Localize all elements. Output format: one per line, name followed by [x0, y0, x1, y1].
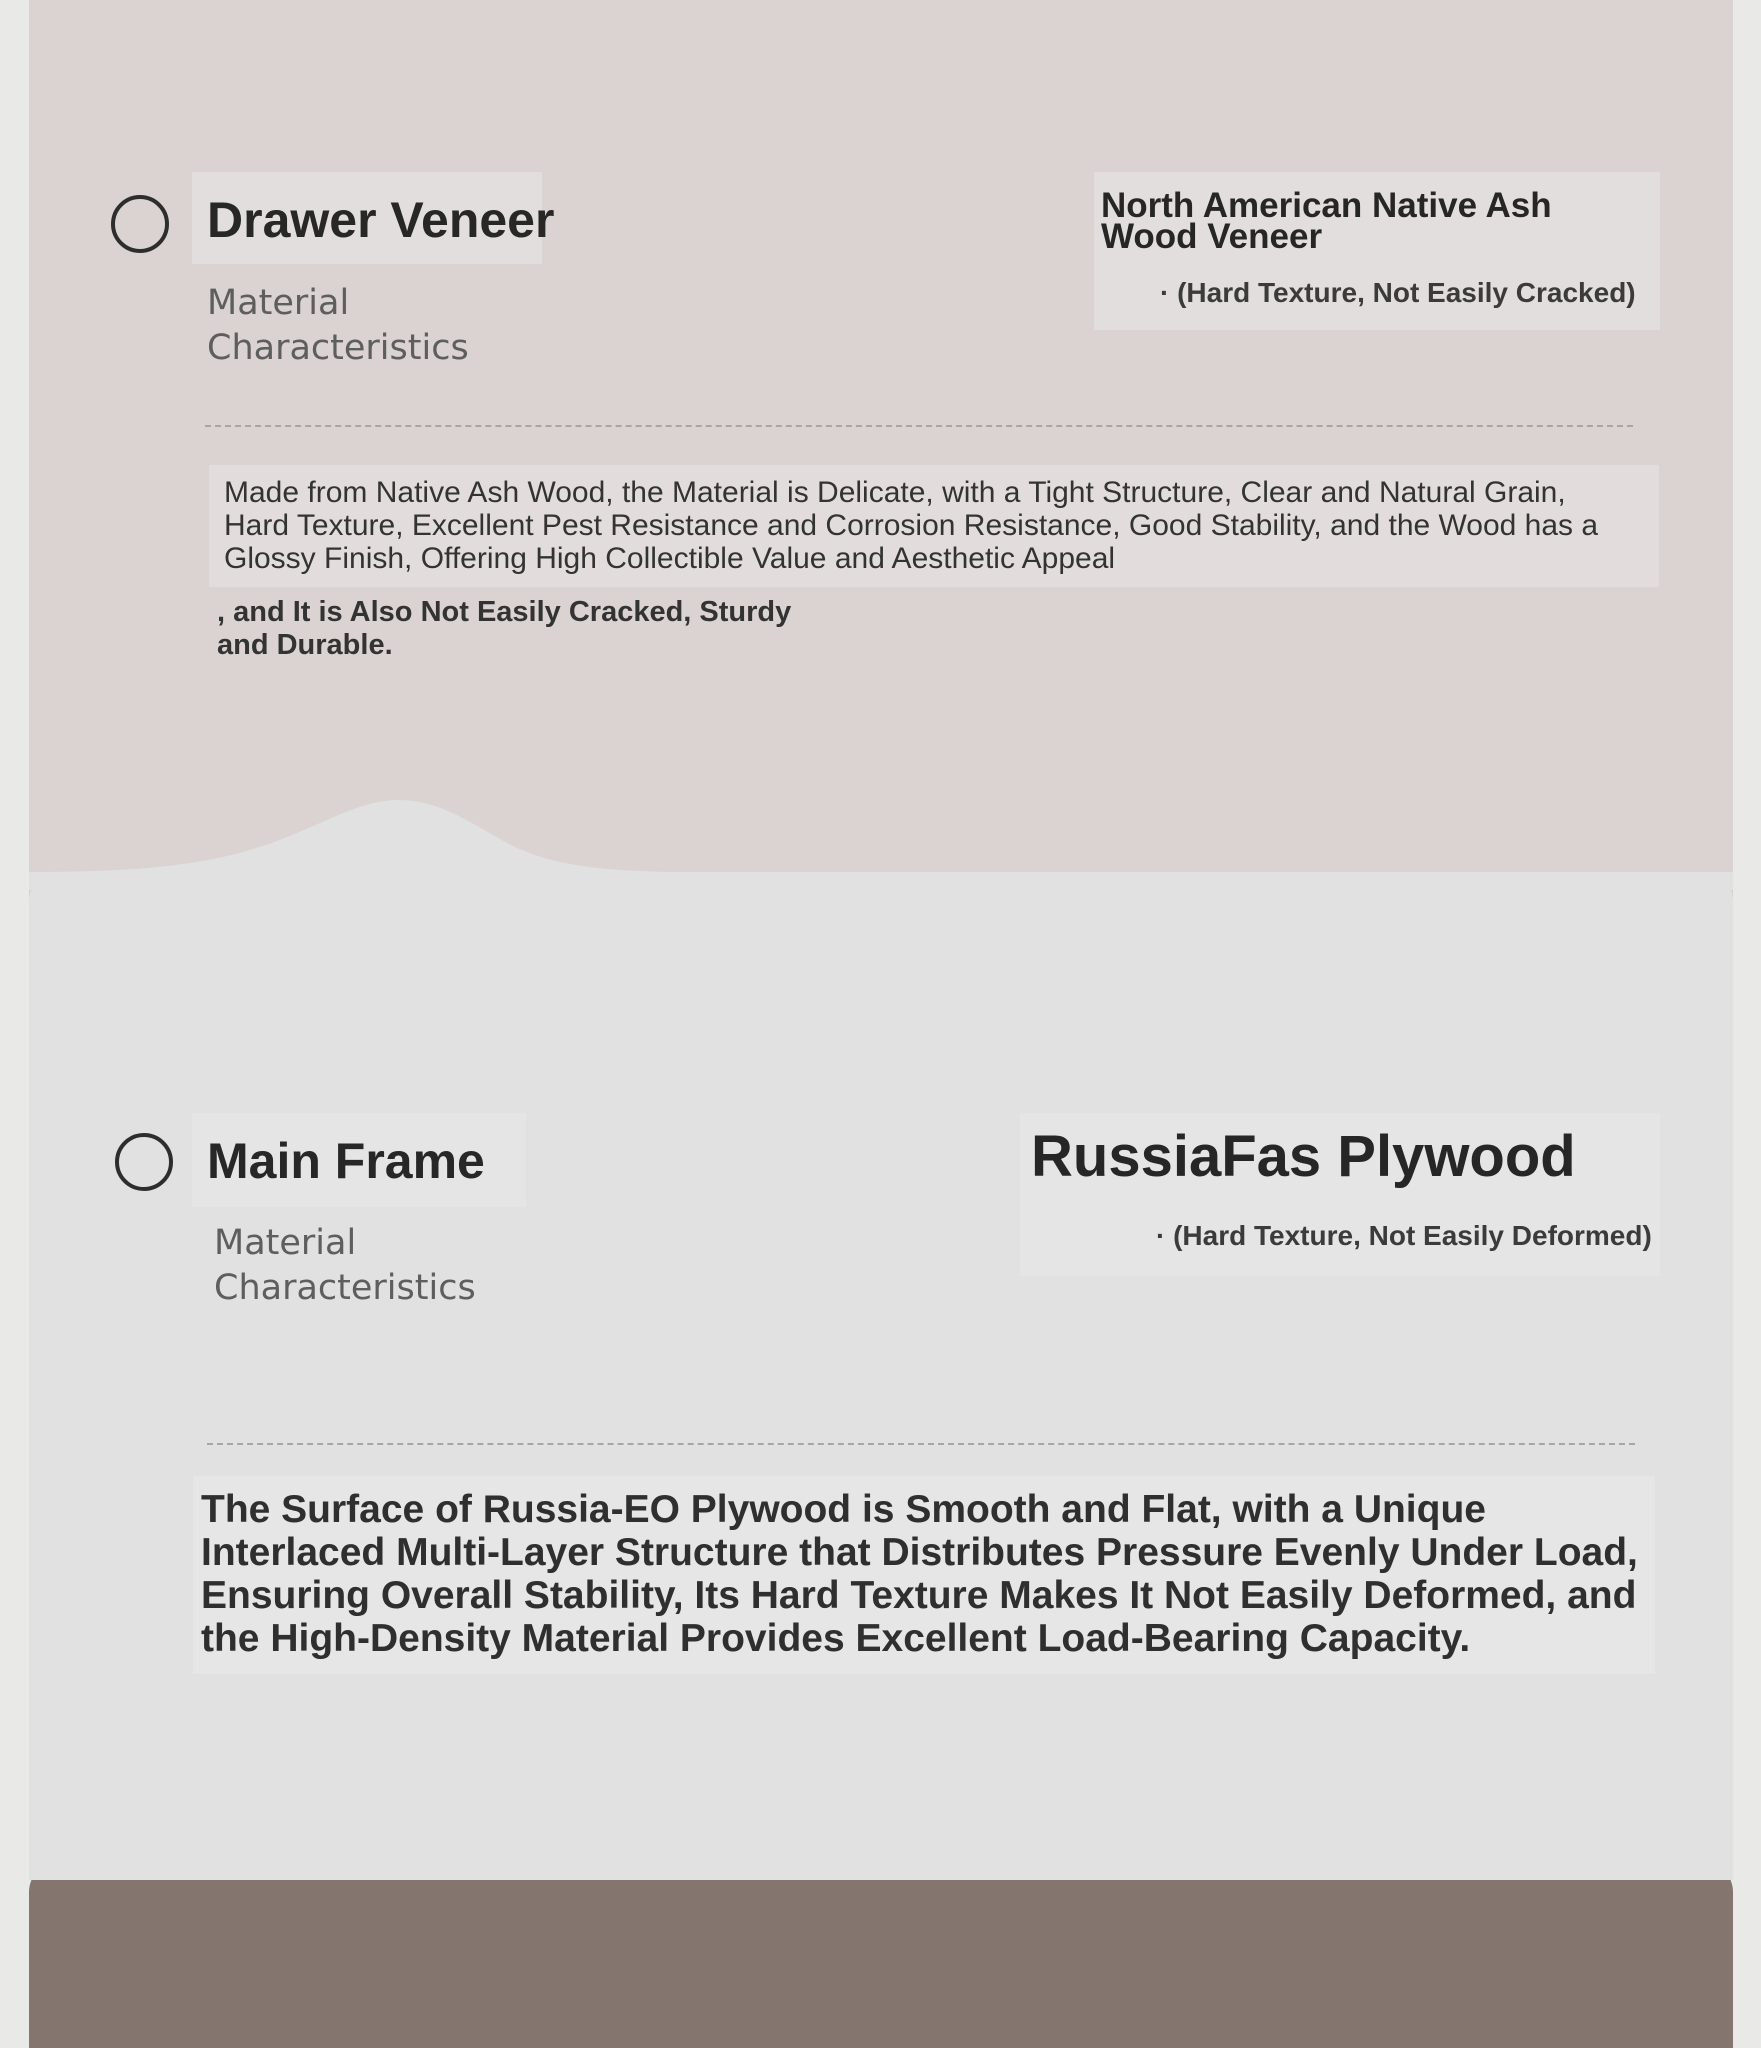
section-description: The Surface of Russia-EO Plywood is Smooth and Flat, with a Unique Interlaced Multi-Layer Structure that Distributes Pressure Evenly Under Load, Ensuring Overall Stability, Its Hard Texture Makes It Not Easily Deformed, and the High-Density Material Provides Excellent Load-Bearing Capacity. — [201, 1488, 1638, 1660]
wave-divider-top — [29, 800, 1733, 890]
material-note: · (Hard Texture, Not Easily Deformed) — [1156, 1220, 1652, 1251]
section-description-extra: , and It is Also Not Easily Cracked, Sturdy and Durable. — [217, 596, 792, 661]
material-name: RussiaFas Plywood — [1031, 1124, 1576, 1189]
section-title: Drawer Veneer — [207, 192, 555, 248]
material-note: · (Hard Texture, Not Easily Cracked) — [1160, 277, 1636, 308]
circle-bullet-icon — [115, 1133, 173, 1191]
next-section-panel — [29, 1862, 1733, 2048]
material-name: North American Native Ash Wood Veneer — [1101, 186, 1552, 256]
section-subtitle: Material Characteristics — [214, 1223, 476, 1308]
section-description: Made from Native Ash Wood, the Material is Delicate, with a Tight Structure, Clear and Natural Grain, Hard Texture, Excellent Pest Resistance and Corrosion Resistance, Good Stability, and the Wood has a Glossy Finish, Offering High Collectible Value and Aesthetic Appeal — [224, 476, 1599, 575]
drawer-veneer-panel — [29, 0, 1733, 900]
section-divider — [205, 425, 1633, 427]
main-frame-panel — [29, 872, 1733, 1872]
circle-bullet-icon — [111, 195, 169, 253]
section-subtitle: Material Characteristics — [207, 283, 469, 368]
section-title: Main Frame — [207, 1133, 485, 1189]
section-divider — [207, 1443, 1635, 1445]
wave-divider-bottom — [29, 1790, 1733, 1880]
